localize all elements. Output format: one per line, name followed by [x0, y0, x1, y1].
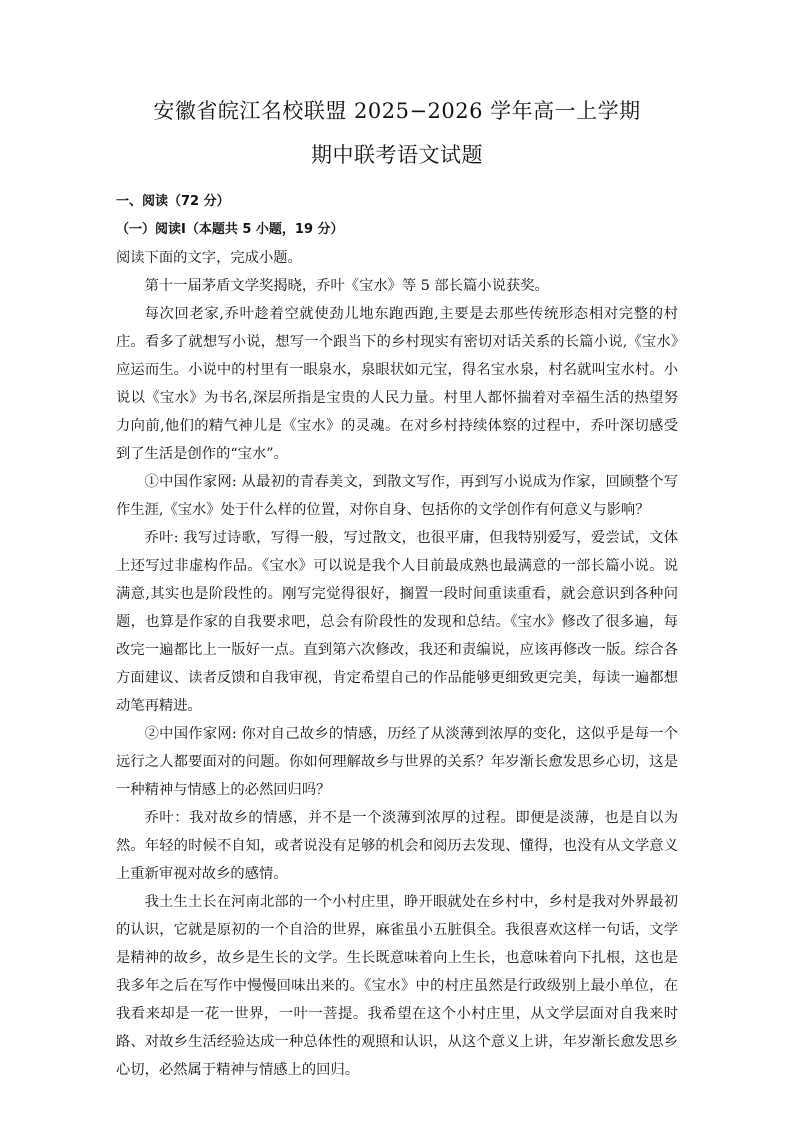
interview-answer-2a: 乔叶：我对故乡的情感，并不是一个淡薄到浓厚的过程。即便是淡薄，也是自以为然。年轻的时候不自知，或者说没有足够的机会和阅历去发现、懂得，也没有从文学意义上重新审视对故乡的感情。 [116, 810, 678, 882]
interview-question-1: ①中国作家网: 从最初的青春美文，到散文写作，再到写小说成为作家，回顾整个写作生涯,《宝水》处于什么样的位置，对你自身、包括你的文学创作有何意义与影响？ [116, 474, 678, 518]
exam-title-line2: 期中联考语文试题 [311, 143, 483, 167]
paragraph-intro: 第十一届茅盾文学奖揭晓，乔叶《宝水》等 5 部长篇小说获奖。 [144, 278, 549, 294]
instruction-text: 阅读下面的文字，完成小题。 [116, 250, 302, 266]
subsection-heading: （一）阅读Ⅰ（本题共 5 小题，19 分） [116, 222, 344, 237]
interview-answer-1: 乔叶: 我写过诗歌，写得一般，写过散文，也很平庸，但我特别爱写，爱尝试，文体上还写过非虚构作品。《宝水》可以说是我个人目前最成熟也最满意的一部长篇小说。说满意,其实也是阶段性的。刚写完觉得很好，搁置一段时间重读重看，就会意识到各种问题，也算是作家的自我要求吧，总会有阶段性的发现和总结。《宝水》修改了很多遍，每改完一遍都比上一版好一点。直到第六次修改，我还和责编说，应该再修改一版。综合各方面建议、读者反馈和自我审视，肯定希望自己的作品能够更细致更完美，每读一遍都想动笔再精进。 [116, 530, 678, 714]
section-heading: 一、阅读（72 分） [116, 194, 230, 209]
exam-title-line1: 安徽省皖江名校联盟 2025−2026 学年高一上学期 [153, 99, 641, 123]
interview-question-2: ②中国作家网: 你对自己故乡的情感，历经了从淡薄到浓厚的变化，这似乎是每一个远行之人都要面对的问题。你如何理解故乡与世界的关系？年岁渐长愈发思乡心切，这是一种精神与情感上的必然回归吗？ [116, 726, 678, 798]
paragraph-background: 每次回老家,乔叶趁着空就使劲儿地东跑西跑,主要是去那些传统形态相对完整的村庄。看多了就想写小说，想写一个跟当下的乡村现实有密切对话关系的长篇小说,《宝水》应运而生。小说中的村里有一眼泉水，泉眼状如元宝，得名宝水泉，村名就叫宝水村。小说以《宝水》为书名,深层所指是宝贵的人民力量。村里人都怀揣着对幸福生活的热望努力向前,他们的精气神儿是《宝水》的灵魂。在对乡村持续体察的过程中，乔叶深切感受到了生活是创作的“宝水”。 [116, 306, 678, 462]
interview-answer-2b: 我土生土长在河南北部的一个小村庄里，睁开眼就处在乡村中，乡村是我对外界最初的认识，它就是原初的一个自洽的世界，麻雀虽小五脏俱全。我很喜欢这样一句话，文学是精神的故乡，故乡是生长的文学。生长既意味着向上生长，也意味着向下扎根，这也是我多年之后在写作中慢慢回味出来的。《宝水》中的村庄虽然是行政级别上最小单位，在我看来却是一花一世界，一叶一菩提。我希望在这个小村庄里，从文学层面对自我来时路、对故乡生活经验达成一种总体性的观照和认识，从这个意义上讲，年岁渐长愈发思乡心切，必然属于精神与情感上的回归。 [116, 894, 678, 1078]
